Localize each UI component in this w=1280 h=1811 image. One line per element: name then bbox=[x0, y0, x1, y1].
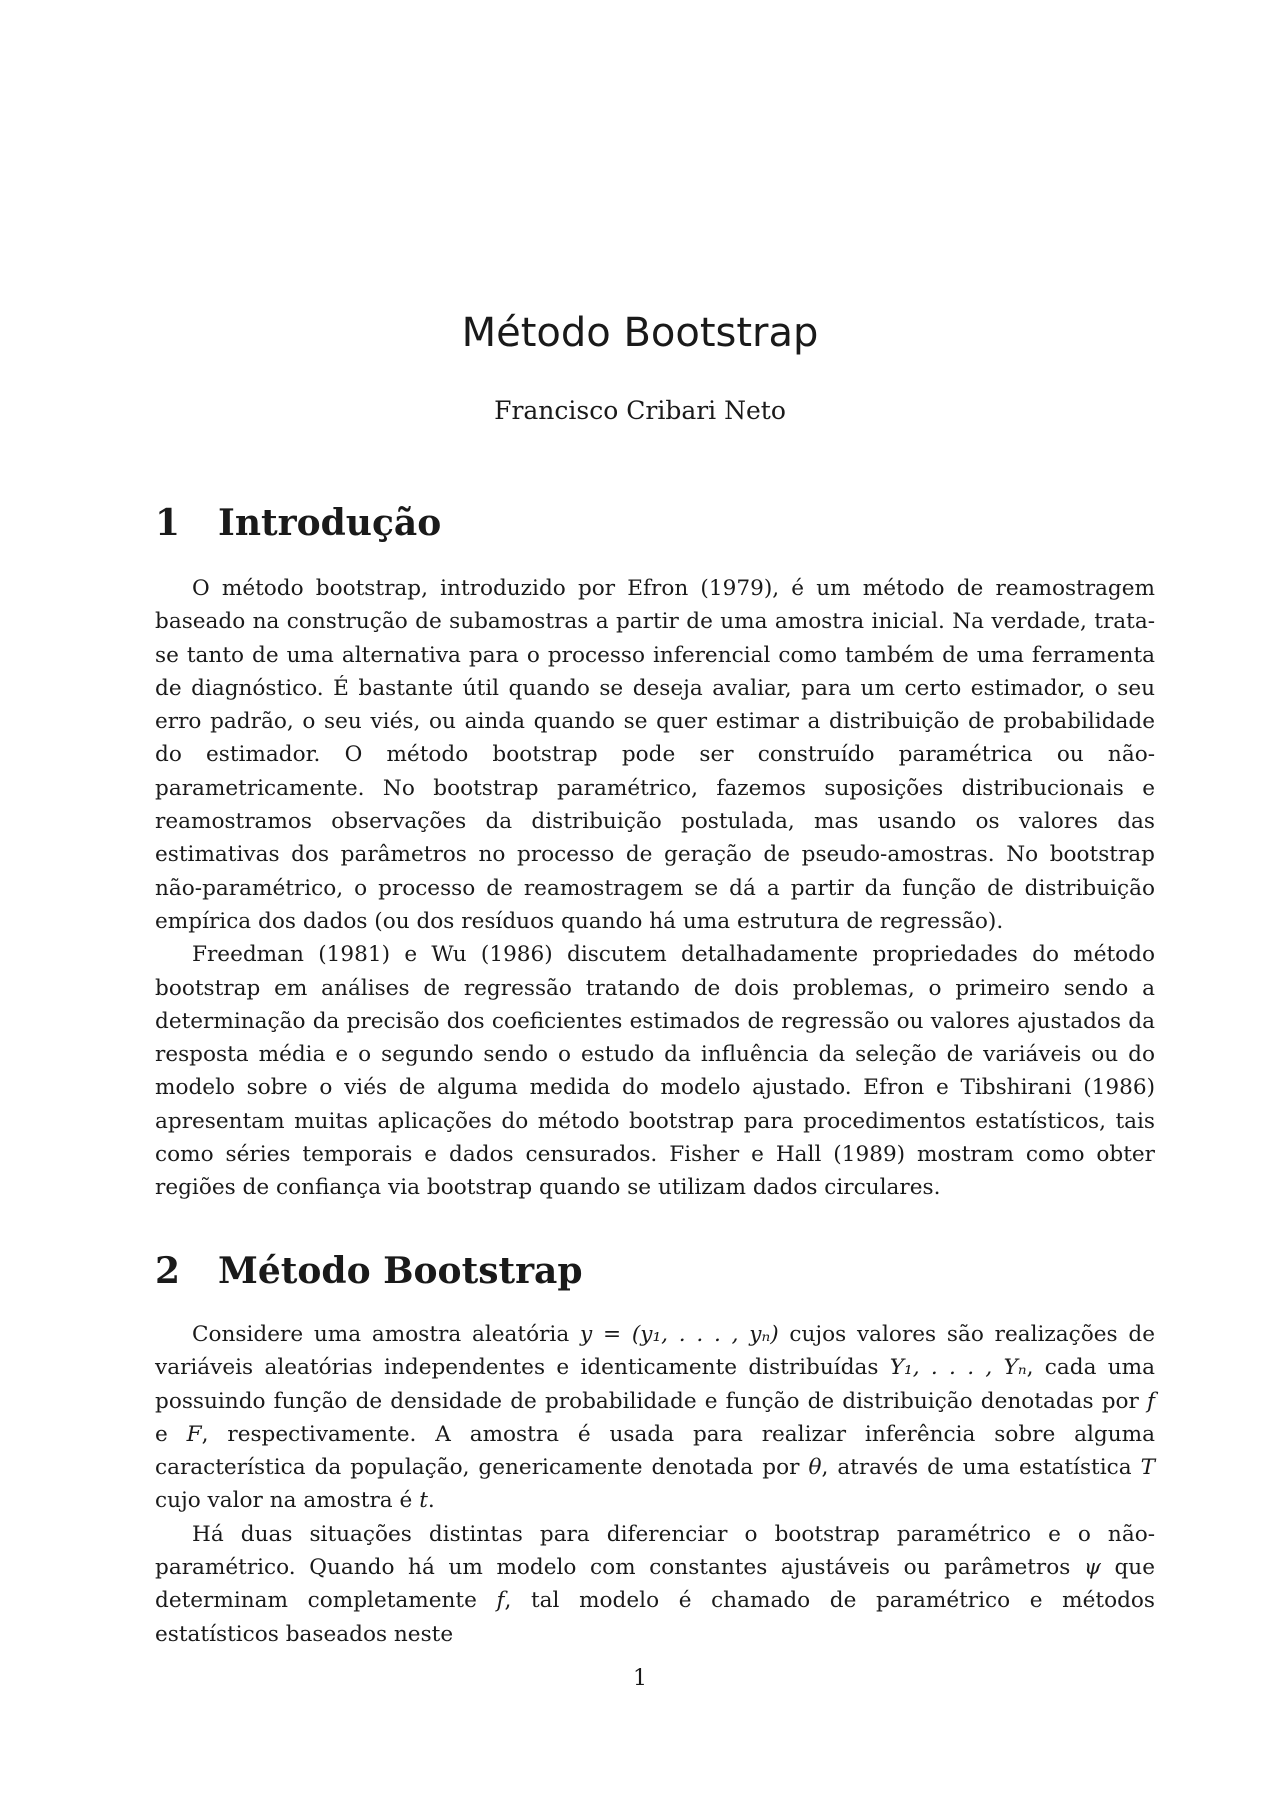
math-t: t bbox=[419, 1488, 428, 1514]
text-run: . bbox=[427, 1488, 435, 1514]
section-body-introducao bbox=[155, 572, 1155, 1205]
section-title: Introdução bbox=[218, 502, 442, 544]
section-number: 2 bbox=[155, 1250, 181, 1292]
math-sample-y: y = (y₁, . . . , yₙ) bbox=[579, 1322, 779, 1347]
text-run: cujos valores são realizações de variáveis aleatórias independentes e identicamente distribuídas bbox=[155, 1322, 1155, 1381]
paragraph: Freedman (1981) e Wu (1986) discutem detalhadamente propriedades do método bootstrap em análises de regressão tratando de dois problemas, o primeiro sendo a determinação da precisão dos coeficientes estimados de regressão ou valores ajustados da resposta média e o segundo sendo o estudo da influência da seleção de variáveis ou do modelo sobre o viés de alguma medida do modelo ajustado. Efron e Tibshirani (1986) apresentam muitas aplicações do método bootstrap para procedimentos estatísticos, tais como séries temporais e dados censurados. Fisher e Hall (1989) mostram como obter regiões de confiança via bootstrap quando se utilizam dados circulares. bbox=[155, 942, 1155, 1201]
section-body-metodo-bootstrap bbox=[155, 1318, 1155, 1651]
text-run: , tal modelo é chamado de paramétrico e métodos estatísticos baseados neste bbox=[155, 1588, 1155, 1647]
page-title: Método Bootstrap bbox=[461, 310, 819, 356]
math-f: f bbox=[496, 1588, 505, 1614]
section-heading-metodo-bootstrap bbox=[155, 1250, 583, 1292]
math-F: F bbox=[186, 1421, 202, 1447]
text-run: cujo valor na amostra é bbox=[155, 1488, 420, 1514]
text-run: e bbox=[155, 1421, 187, 1447]
paragraph: O método bootstrap, introduzido por Efron (1979), é um método de reamostragem baseado na construção de subamostras a partir de uma amostra inicial. Na verdade, trata-se tanto de uma alternativa para o processo inferencial como também de uma ferramenta de diagnóstico. É bastante útil quando se deseja avaliar, para um certo estimador, o seu erro padrão, o seu viés, ou ainda quando se quer estimar a distribuição de probabilidade do estimador. O método bootstrap pode ser construído paramétrica ou não-parametricamente. No bootstrap paramétrico, fazemos suposições distribucionais e reamostramos observações da distribuição postulada, mas usando os valores das estimativas dos parâmetros no processo de geração de pseudo-amostras. No bootstrap não-paramétrico, o processo de reamostragem se dá a partir da função de distribuição empírica dos dados (ou dos resíduos quando há uma estrutura de regressão). bbox=[155, 576, 1155, 934]
text-run: que determinam completamente bbox=[155, 1555, 1155, 1614]
author: Francisco Cribari Neto bbox=[494, 396, 786, 425]
text-run: , respectivamente. A amostra é usada para realizar inferência sobre alguma característica da população, genericamente denotada por bbox=[155, 1421, 1155, 1481]
text-run: Há duas situações distintas para diferenciar o bootstrap paramétrico e o não-paramétrico. Quando há um modelo com constantes ajustáveis ou parâmetros bbox=[155, 1521, 1155, 1581]
math-T: T bbox=[1140, 1455, 1156, 1481]
math-f: f bbox=[1147, 1388, 1155, 1414]
text-run: Considere uma amostra aleatória bbox=[192, 1322, 580, 1347]
text-run: , através de uma estatística bbox=[821, 1455, 1141, 1481]
text-run: , cada uma possuindo função de densidade de probabilidade e função de distribuição denotadas por bbox=[155, 1355, 1156, 1414]
section-title: Método Bootstrap bbox=[218, 1250, 583, 1292]
page-number: 1 bbox=[633, 1666, 647, 1691]
math-random-variables: Y₁, . . . , Yₙ bbox=[889, 1355, 1027, 1381]
paragraph bbox=[155, 1518, 1155, 1651]
section-number: 1 bbox=[155, 502, 181, 544]
section-heading-introducao bbox=[155, 502, 441, 544]
math-theta: θ bbox=[808, 1455, 822, 1481]
paragraph bbox=[155, 1318, 1155, 1518]
math-psi: ψ bbox=[1083, 1555, 1101, 1581]
